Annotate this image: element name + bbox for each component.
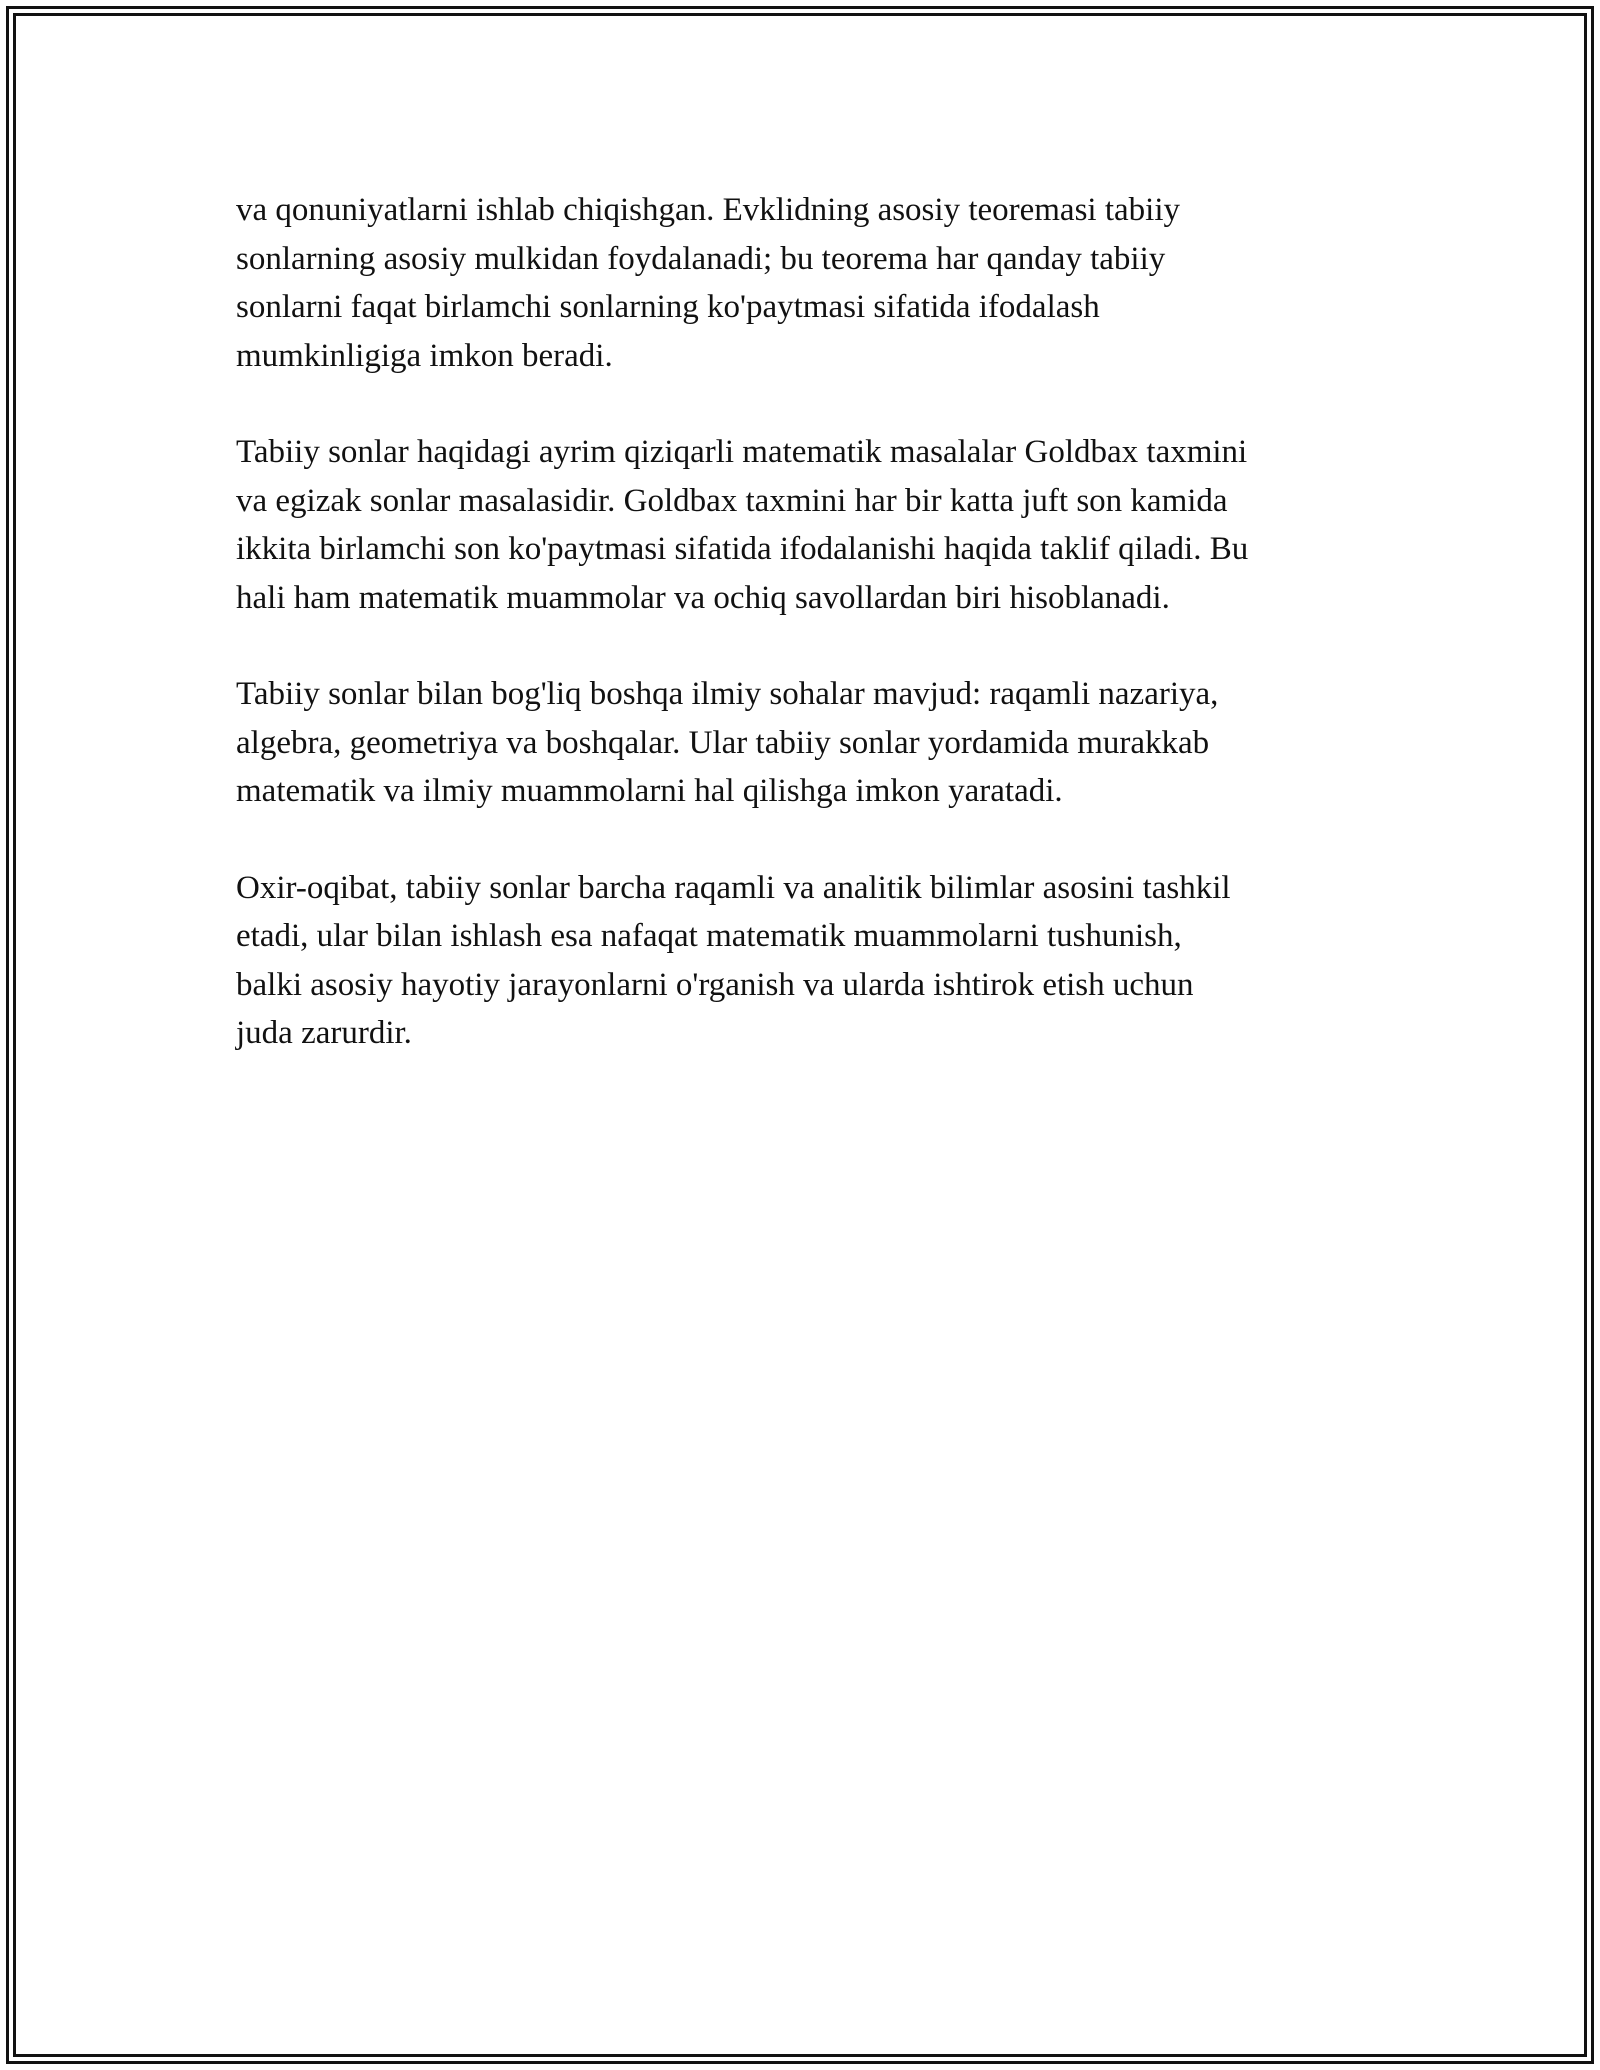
paragraph-line: hali ham matematik muammolar va ochiq savollardan biri hisoblanadi. (236, 579, 1170, 616)
paragraph-line: sonlarni faqat birlamchi sonlarning ko'paytmasi sifatida ifodalash (236, 289, 1100, 325)
paragraph-line: etadi, ular bilan ishlash esa nafaqat matematik muammolarni tushunish, (236, 918, 1182, 954)
paragraph-line: Tabiiy sonlar bilan bog'liq boshqa ilmiy sohalar mavjud: raqamli nazariya, (236, 676, 1219, 712)
paragraph-line: Tabiiy sonlar haqidagi ayrim qiziqarli matematik masalalar Goldbax taxmini (236, 434, 1248, 470)
paragraph-line: ikkita birlamchi son ko'paytmasi sifatida ifodalanishi haqida taklif qiladi. Bu (236, 531, 1249, 567)
paragraph-line: va qonuniyatlarni ishlab chiqishgan. Evklidning asosiy teoremasi tabiiy (236, 192, 1180, 228)
paragraph-1 (236, 186, 1376, 380)
paragraph-4 (236, 864, 1376, 1058)
paragraph-line: juda zarurdir. (236, 1015, 412, 1051)
paragraph-3 (236, 670, 1376, 816)
paragraph-line: algebra, geometriya va boshqalar. Ular tabiiy sonlar yordamida murakkab (236, 724, 1210, 761)
paragraph-line: va egizak sonlar masalasidir. Goldbax taxmini har bir katta juft son kamida (236, 482, 1228, 519)
paragraph-line: Oxir-oqibat, tabiiy sonlar barcha raqamli va analitik bilimlar asosini tashkil (236, 869, 1231, 906)
paragraph-2 (236, 428, 1376, 622)
paragraph-line: sonlarning asosiy mulkidan foydalanadi; bu teorema har qanday tabiiy (236, 240, 1166, 277)
paragraph-line: matematik va ilmiy muammolarni hal qilishga imkon yaratadi. (236, 773, 1063, 809)
paragraph-line: mumkinligiga imkon beradi. (236, 337, 613, 374)
document-body (236, 186, 1376, 1106)
paragraph-line: balki asosiy hayotiy jarayonlarni o'rganish va ularda ishtirok etish uchun (236, 966, 1194, 1003)
